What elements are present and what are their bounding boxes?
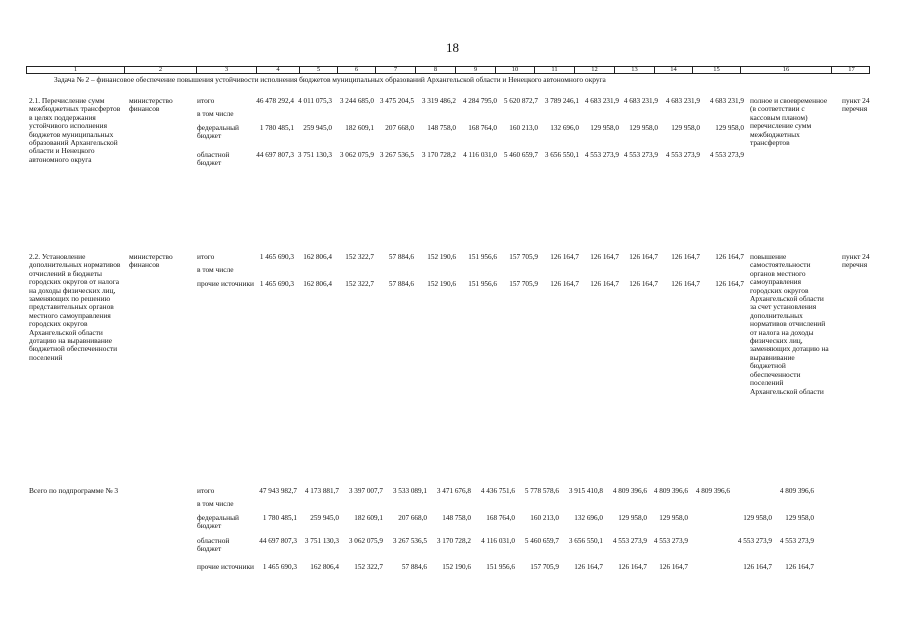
column-header: 3 — [196, 67, 256, 73]
column-header: 13 — [614, 67, 654, 73]
cell-value: 3 170 728,2 — [436, 537, 471, 545]
cell-value: 148 758,0 — [427, 124, 456, 132]
cell-value: 152 190,6 — [442, 563, 471, 571]
cell-value: 132 696,0 — [574, 514, 603, 522]
cell-value: 4 809 396,6 — [612, 487, 647, 495]
cell-value: 3 319 486,2 — [421, 97, 456, 105]
cell-value: 3 789 246,1 — [544, 97, 579, 105]
cell-value: 129 958,0 — [590, 124, 619, 132]
cell-value: 47 943 982,7 — [259, 487, 297, 495]
column-header: 15 — [692, 67, 740, 73]
cell-value: 57 884,6 — [388, 280, 414, 288]
cell-value: 4 683 231,9 — [584, 97, 619, 105]
cell-value: 4 553 273,9 — [779, 537, 814, 545]
row-label: в том числе — [197, 109, 234, 118]
cell-value: 126 164,7 — [785, 563, 814, 571]
cell-value: 4 553 273,9 — [612, 537, 647, 545]
cell-value: 57 884,6 — [388, 253, 414, 261]
cell-value: 126 164,7 — [590, 253, 619, 261]
cell-value: 126 164,7 — [671, 280, 700, 288]
column-header: 10 — [495, 67, 534, 73]
cell-value: 126 164,7 — [618, 563, 647, 571]
cell-value: 126 164,7 — [550, 280, 579, 288]
cell-value: 46 478 292,4 — [256, 97, 294, 105]
cell-value: 3 471 676,8 — [436, 487, 471, 495]
cell-value: 1 780 485,1 — [259, 124, 294, 132]
cell-value: 4 436 751,6 — [480, 487, 515, 495]
cell-value: 151 956,6 — [468, 280, 497, 288]
cell-value: 4 173 881,7 — [304, 487, 339, 495]
cell-value: 3 170 728,2 — [421, 151, 456, 159]
executor: министерство финансов — [129, 252, 173, 270]
cell-value: 162 806,4 — [303, 253, 332, 261]
cell-value: 5 778 578,6 — [524, 487, 559, 495]
cell-value: 126 164,7 — [715, 253, 744, 261]
row-label: областной бюджет — [197, 150, 230, 168]
row-label: итого — [197, 96, 215, 105]
cell-value: 4 683 231,9 — [623, 97, 658, 105]
expected-result: повышение самостоятельности органов местного самоуправления городских округов Архангельской области за счет установления дополнительных нормативов отчислений от налога на доходы физических лиц, заменяющих дотацию на выравнивание бюджетной обеспеченности поселений Архангельской области — [750, 252, 829, 396]
row-label: областной бюджет — [197, 536, 230, 554]
column-header: 14 — [654, 67, 692, 73]
column-header: 6 — [337, 67, 375, 73]
cell-value: 126 164,7 — [715, 280, 744, 288]
expected-result: полное и своевременное (в соответствии с кассовым планом) перечисление сумм межбюджетных трансфертов — [750, 96, 828, 148]
cell-value: 3 062 075,9 — [348, 537, 383, 545]
cell-value: 3 656 550,1 — [544, 151, 579, 159]
cell-value: 5 620 872,7 — [503, 97, 538, 105]
row-label: итого — [197, 486, 215, 495]
row-label: в том числе — [197, 265, 234, 274]
cell-value: 4 683 231,9 — [665, 97, 700, 105]
cell-value: 157 705,9 — [509, 280, 538, 288]
column-header: 17 — [831, 67, 871, 73]
row-label: в том числе — [197, 499, 234, 508]
row-label: прочие источники — [197, 279, 254, 288]
cell-value: 57 884,6 — [401, 563, 427, 571]
row-label: федеральный бюджет — [197, 123, 239, 141]
cell-value: 3 397 007,7 — [348, 487, 383, 495]
cell-value: 126 164,7 — [743, 563, 772, 571]
cell-value: 132 696,0 — [550, 124, 579, 132]
cell-value: 129 958,0 — [785, 514, 814, 522]
cell-value: 259 945,0 — [310, 514, 339, 522]
column-header: 8 — [415, 67, 455, 73]
cell-value: 1 465 690,3 — [259, 253, 294, 261]
cell-value: 3 751 130,3 — [304, 537, 339, 545]
cell-value: 168 764,0 — [468, 124, 497, 132]
cell-value: 162 806,4 — [310, 563, 339, 571]
cell-value: 152 322,7 — [345, 280, 374, 288]
reference: пункт 24 перечня — [842, 252, 870, 270]
cell-value: 4 683 231,9 — [709, 97, 744, 105]
cell-value: 129 958,0 — [659, 514, 688, 522]
column-header: 12 — [574, 67, 614, 73]
cell-value: 126 164,7 — [550, 253, 579, 261]
cell-value: 151 956,6 — [486, 563, 515, 571]
column-header: 2 — [124, 67, 196, 73]
cell-value: 3 533 089,1 — [392, 487, 427, 495]
cell-value: 5 460 659,7 — [524, 537, 559, 545]
cell-value: 4 284 795,0 — [462, 97, 497, 105]
cell-value: 168 764,0 — [486, 514, 515, 522]
column-header: 11 — [534, 67, 574, 73]
column-header: 7 — [375, 67, 415, 73]
total-label: Всего по подпрограмме № 3 — [29, 486, 119, 495]
cell-value: 4 553 273,9 — [709, 151, 744, 159]
cell-value: 160 213,0 — [530, 514, 559, 522]
cell-value: 4 809 396,6 — [653, 487, 688, 495]
row-label: федеральный бюджет — [197, 513, 239, 531]
executor: министерство финансов — [129, 96, 173, 114]
cell-value: 126 164,7 — [629, 253, 658, 261]
cell-value: 1 780 485,1 — [262, 514, 297, 522]
cell-value: 152 190,6 — [427, 253, 456, 261]
cell-value: 3 751 130,3 — [297, 151, 332, 159]
cell-value: 3 267 536,5 — [392, 537, 427, 545]
column-header: 1 — [73, 66, 78, 73]
row-label: прочие источники — [197, 562, 254, 571]
cell-value: 182 609,1 — [345, 124, 374, 132]
cell-value: 3 244 685,0 — [339, 97, 374, 105]
cell-value: 4 553 273,9 — [737, 537, 772, 545]
cell-value: 148 758,0 — [442, 514, 471, 522]
cell-value: 157 705,9 — [530, 563, 559, 571]
task-title: Задача № 2 – финансовое обеспечение повышения устойчивости исполнения бюджетов муниципальных образований Архангельской области и Ненецкого автономного округа — [54, 75, 606, 84]
cell-value: 3 656 550,1 — [568, 537, 603, 545]
cell-value: 152 322,7 — [345, 253, 374, 261]
cell-value: 4 809 396,6 — [779, 487, 814, 495]
column-header: 9 — [455, 67, 495, 73]
cell-value: 151 956,6 — [468, 253, 497, 261]
page-number: 18 — [446, 40, 459, 55]
column-header: 16 — [740, 67, 831, 73]
column-number-header — [26, 66, 870, 74]
cell-value: 126 164,7 — [574, 563, 603, 571]
cell-value: 3 475 204,5 — [379, 97, 414, 105]
cell-value: 152 322,7 — [354, 563, 383, 571]
cell-value: 126 164,7 — [671, 253, 700, 261]
cell-value: 5 460 659,7 — [503, 151, 538, 159]
section-name: 2.2. Установление дополнительных нормативов отчислений в бюджеты городских округов от налога на доходы физических лиц, заменяющих по решению представительных органов местного самоуправления городских округов Архангельской области дотацию на выравнивание бюджетной обеспеченности поселений — [29, 252, 121, 362]
cell-value: 152 190,6 — [427, 280, 456, 288]
cell-value: 126 164,7 — [629, 280, 658, 288]
cell-value: 207 668,0 — [398, 514, 427, 522]
reference: пункт 24 перечня — [842, 96, 870, 114]
cell-value: 4 553 273,9 — [665, 151, 700, 159]
cell-value: 129 958,0 — [715, 124, 744, 132]
cell-value: 259 945,0 — [303, 124, 332, 132]
cell-value: 1 465 690,3 — [262, 563, 297, 571]
cell-value: 157 705,9 — [509, 253, 538, 261]
cell-value: 3 267 536,5 — [379, 151, 414, 159]
cell-value: 126 164,7 — [590, 280, 619, 288]
cell-value: 129 958,0 — [618, 514, 647, 522]
cell-value: 4 553 273,9 — [623, 151, 658, 159]
cell-value: 4 553 273,9 — [653, 537, 688, 545]
cell-value: 129 958,0 — [671, 124, 700, 132]
column-header: 4 — [256, 67, 299, 73]
cell-value: 4 553 273,9 — [584, 151, 619, 159]
cell-value: 162 806,4 — [303, 280, 332, 288]
cell-value: 182 609,1 — [354, 514, 383, 522]
cell-value: 4 809 396,6 — [695, 487, 730, 495]
cell-value: 4 011 075,3 — [298, 97, 332, 105]
cell-value: 129 958,0 — [629, 124, 658, 132]
cell-value: 1 465 690,3 — [259, 280, 294, 288]
cell-value: 4 116 031,0 — [463, 151, 497, 159]
section-name: 2.1. Перечисление сумм межбюджетных трансфертов в целях поддержания устойчивого исполнения бюджетов муниципальных образований Архангельской области и Ненецкого автономного округа — [29, 96, 121, 164]
cell-value: 44 697 807,3 — [256, 151, 294, 159]
cell-value: 207 668,0 — [385, 124, 414, 132]
column-header: 5 — [299, 67, 337, 73]
cell-value: 3 062 075,9 — [339, 151, 374, 159]
cell-value: 4 116 031,0 — [481, 537, 515, 545]
cell-value: 44 697 807,3 — [259, 537, 297, 545]
row-label: итого — [197, 252, 215, 261]
cell-value: 129 958,0 — [743, 514, 772, 522]
cell-value: 160 213,0 — [509, 124, 538, 132]
cell-value: 126 164,7 — [659, 563, 688, 571]
cell-value: 3 915 410,8 — [568, 487, 603, 495]
